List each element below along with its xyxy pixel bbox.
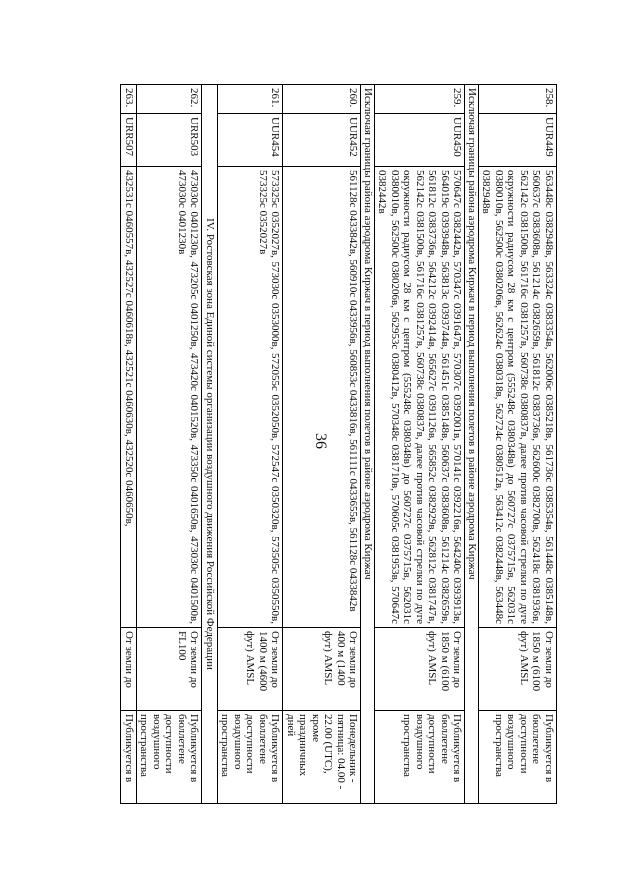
subheader-text: Исключая границы района аэродрома Киржач в период выполнения полетов в районе аэродрома Киржач — [465, 85, 479, 804]
row-number: 261. — [218, 85, 284, 114]
zone-code: UUR450 — [375, 114, 466, 167]
table-row — [121, 85, 137, 804]
zone-coordinates: 570647с 0382442в, 570347с 0391647в, 570307с 0392001в, 570141с 0392216в, 564240с 0393913в, 564019с 0393948в, 563813с 0393744в, 561451с 0385148в, 560637с 0383608в, 561214с 0382659в, 561812с 0383736в, 564212с 0392414в, 565627с 0391126в, 565852с 0382929в, 562812с 0381747в, 562142с 0381500в, 561716с 0381257в, 560738с 0380837в, далее против часовой стрелки по дуге окружности радиусом 28 км с центром (555248с 0380348в) до 560727с 0375715в, 562031с 0380010в, 562500с 0380206в, 562953с 0380412в, 570348с 0381710в, 570605с 0381953в, 570647с 0382442в — [375, 167, 466, 628]
zone-note: Публикуется в бюллетене доступности воздушного пространства — [137, 711, 203, 804]
zone-altitude: От земли до 1400 м (4600 фут) AMSL — [218, 628, 284, 711]
zone-coordinates: 563448с 0382948в, 563324с 0383354в, 562006с 0385218в, 561736с 0385354в, 561448с 0385148в, 560637с 0383608в, 561214с 0382659в, 561812с 0383736в, 562600с 0382700в, 562418с 0381936в, 562142с 0381500в, 561716с 0381257в, 560738с 0380837в, далее против часовой стрелки по дуге окружности радиусом 28 км с центром (555248с 0380348в) до 560727с 0375715в, 562031с 0380010в, 562500с 0380206в, 562624с 0380318в, 562724с 0380512в, 563412с 0382448в, 563448с 0382948в — [479, 167, 557, 628]
zone-coordinates: 573325с 0352027в, 573030с 0353000в, 572055с 0352050в, 572547с 0350320в, 573505с 0350550в, 573325с 0352027в — [218, 167, 284, 628]
zone-altitude: От земли до FL100 — [137, 628, 203, 711]
table-row — [218, 85, 284, 804]
zone-code: UUR449 — [479, 114, 557, 167]
zone-section-header — [202, 85, 218, 804]
zone-code: UUR454 — [218, 114, 284, 167]
row-number: 258. — [479, 85, 557, 114]
table-row — [375, 85, 466, 804]
table-row — [137, 85, 203, 804]
zone-note: Публикуется в — [121, 711, 137, 804]
section-subheader — [361, 85, 375, 804]
airspace-table-body — [121, 85, 557, 804]
zone-code: URR507 — [121, 114, 137, 167]
airspace-table — [121, 84, 558, 804]
row-number: 263. — [121, 85, 137, 114]
zone-coordinates: 432531с 0460557в, 432527с 0460618в, 432521с 0460630в, 432520с 0460650в, — [121, 167, 137, 628]
table-row — [479, 85, 557, 804]
zone-coordinates: 473030с 0401230в, 473205с 0401250в, 473420с 0401520в, 473350с 0401650в, 473030с 0401500в, 473030с 0401230в — [137, 167, 203, 628]
zone-note: Понедельник - пятница: 04.00 - 22.00 (UTC), кроме праздничных дней — [283, 711, 361, 804]
zone-note: Публикуется в бюллетене доступности воздушного пространства — [218, 711, 284, 804]
rotated-table-container — [87, 84, 557, 804]
zone-altitude: От земли до 1850 м (6100 фут) AMSL — [479, 628, 557, 711]
zone-altitude: От земли до 400 м (1400 фут) AMSL — [283, 628, 361, 711]
zone-section-text: IV. Ростовская зона Единой системы организации воздушного движения Российской Федерации — [202, 85, 218, 804]
zone-coordinates: 561128с 0433842в, 560910с 0433956в, 560853с 0433816в, 561111с 0433655в, 561128с 0433842в — [283, 167, 361, 628]
zone-altitude: От земли до — [121, 628, 137, 711]
page-number: 36 — [312, 433, 329, 449]
zone-note: Публикуется в бюллетене доступности воздушного пространства — [375, 711, 466, 804]
section-subheader — [465, 85, 479, 804]
zone-note: Публикуется в бюллетене доступности воздушного пространства — [479, 711, 557, 804]
row-number: 262. — [137, 85, 203, 114]
zone-altitude: От земли до 1850 м (6100 фут) AMSL — [375, 628, 466, 711]
row-number: 260. — [283, 85, 361, 114]
subheader-text: Исключая границы района аэродрома Киржач в период выполнения полетов в районе аэродрома Киржач — [361, 85, 375, 804]
table-row — [283, 85, 361, 804]
row-number: 259. — [375, 85, 466, 114]
zone-code: URR503 — [137, 114, 203, 167]
zone-code: UUR452 — [283, 114, 361, 167]
